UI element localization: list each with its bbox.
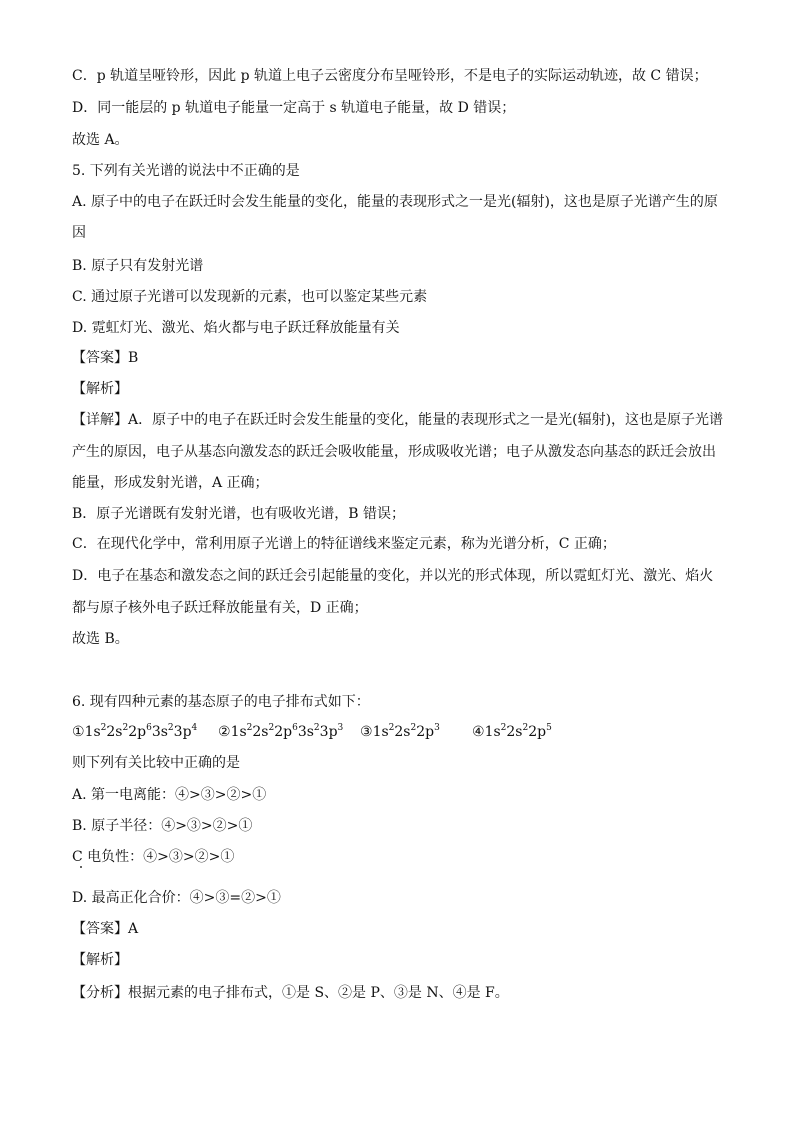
q6-electron-configs <box>72 722 724 742</box>
q6-option-b: B. 原子半径：④>③>②>① <box>72 818 253 834</box>
q6-option-c: C 电负性：④>③>②>① <box>72 849 235 865</box>
q6-config-4: $④1s^22s^22p^5$ <box>472 723 552 740</box>
q5-conclusion: 故选 B。 <box>72 631 129 647</box>
q5-detail-line7: 都与原子核外电子跃迁释放能量有关，D 正确； <box>72 600 368 616</box>
stray-dot-mark <box>80 866 82 868</box>
q5-option-a-line2: 因 <box>72 225 86 241</box>
q6-config-2: $②1s^22s^22p^63s^23p^3$ <box>218 723 344 740</box>
q5-stem: 5. 下列有关光谱的说法中不正确的是 <box>72 163 300 179</box>
q4-option-d-explanation: D．同一能层的 p 轨道电子能量一定高于 s 轨道电子能量，故 D 错误； <box>72 100 516 116</box>
q5-detail-line6: D．电子在基态和激发态之间的跃迁会引起能量的变化，并以光的形式体现，所以霓虹灯光、激光、焰火 <box>72 568 714 584</box>
q6-stem: 6. 现有四种元素的基态原子的电子排布式如下： <box>72 694 370 710</box>
q6-config-3: $③1s^22s^22p^3$ <box>360 723 440 740</box>
q5-option-c: C. 通过原子光谱可以发现新的元素，也可以鉴定某些元素 <box>72 289 428 305</box>
q6-option-d: D. 最高正化合价：④>③=②>① <box>72 890 281 906</box>
q6-answer: 【答案】A <box>72 921 139 937</box>
q5-detail-line3: 能量，形成发射光谱，A 正确； <box>72 475 269 491</box>
q6-config-1: $①1s^22s^22p^63s^23p^4$ <box>72 723 198 740</box>
q5-detail-line1: 【详解】A．原子中的电子在跃迁时会发生能量的变化，能量的表现形式之一是光(辐射)，这也是原子光谱 <box>72 412 724 428</box>
q6-option-a: A. 第一电离能：④>③>②>① <box>72 787 267 803</box>
q5-option-b: B. 原子只有发射光谱 <box>72 258 204 274</box>
q4-option-c-explanation: C．p 轨道呈哑铃形，因此 p 轨道上电子云密度分布呈哑铃形，不是电子的实际运动轨迹，故 C 错误； <box>72 68 708 84</box>
q6-question: 则下列有关比较中正确的是 <box>72 755 240 771</box>
q4-conclusion: 故选 A。 <box>72 132 129 148</box>
q5-detail-line2: 产生的原因，电子从基态向激发态的跃迁会吸收能量，形成吸收光谱；电子从激发态向基态的跃迁会放出 <box>72 444 716 460</box>
q6-analysis-label: 【解析】 <box>72 952 128 968</box>
q6-fenxi: 【分析】根据元素的电子排布式，①是 S、②是 P、③是 N、④是 F。 <box>72 985 509 1001</box>
q5-detail-line4: B．原子光谱既有发射光谱，也有吸收光谱，B 错误； <box>72 506 406 522</box>
q5-option-a-line1: A. 原子中的电子在跃迁时会发生能量的变化，能量的表现形式之一是光(辐射)，这也是原子光谱产生的原 <box>72 194 718 210</box>
q5-answer: 【答案】B <box>72 350 139 366</box>
q5-option-d: D. 霓虹灯光、激光、焰火都与电子跃迁释放能量有关 <box>72 320 400 336</box>
q5-detail-line5: C．在现代化学中，常利用原子光谱上的特征谱线来鉴定元素，称为光谱分析，C 正确； <box>72 536 616 552</box>
q5-analysis-label: 【解析】 <box>72 381 128 397</box>
